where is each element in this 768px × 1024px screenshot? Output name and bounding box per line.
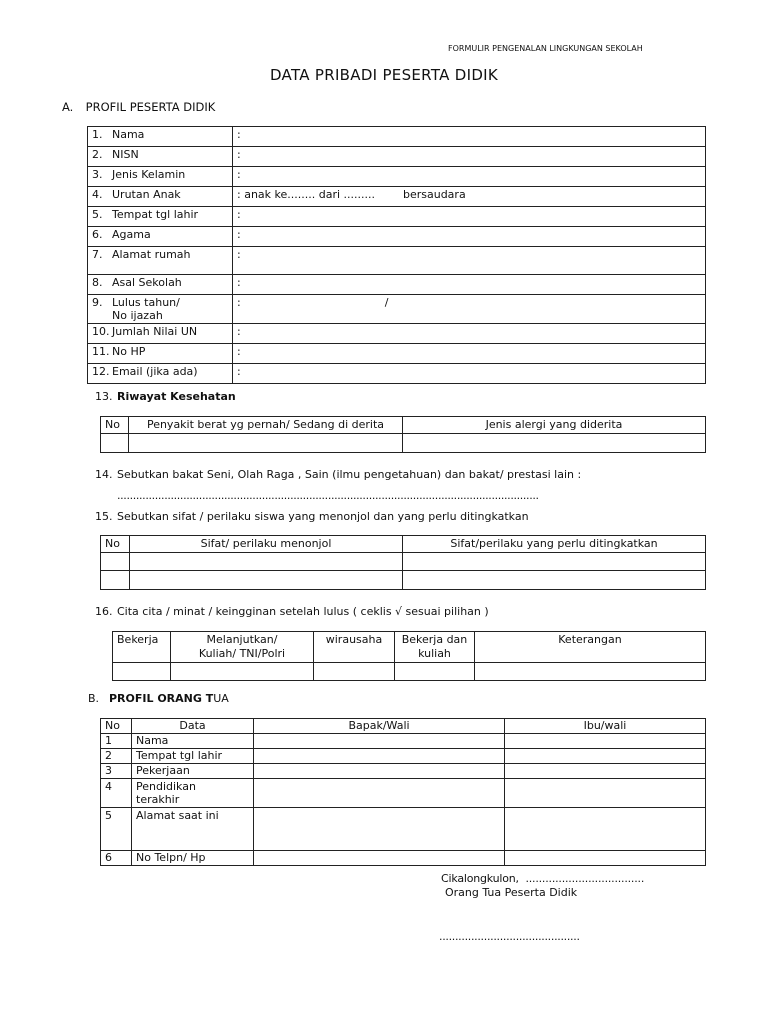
header-line: Melanjutkan/ bbox=[206, 633, 278, 646]
checkbox-cell[interactable] bbox=[171, 663, 314, 681]
table-header-row bbox=[101, 417, 706, 434]
field-label: Agama bbox=[112, 228, 151, 241]
parents-table bbox=[100, 718, 706, 866]
field-value: : bbox=[237, 148, 241, 161]
field-number: 11. bbox=[92, 345, 110, 358]
column-header: Penyakit berat yg pernah/ Sedang di derita bbox=[129, 417, 403, 434]
field-value-cell[interactable] bbox=[233, 364, 706, 384]
field-value: : bbox=[237, 168, 241, 181]
signature-place-date[interactable]: Cikalongkulon, .................................... bbox=[441, 872, 645, 885]
row-label: Tempat tgl lahir bbox=[132, 749, 254, 764]
table-cell[interactable] bbox=[130, 571, 403, 590]
field-value-cell[interactable] bbox=[233, 227, 706, 247]
table-cell[interactable] bbox=[101, 553, 130, 571]
field-label: Urutan Anak bbox=[112, 188, 181, 201]
column-header: Keterangan bbox=[475, 632, 706, 663]
health-table bbox=[100, 416, 706, 453]
question-number: 14. bbox=[95, 468, 113, 481]
question-text: Riwayat Kesehatan bbox=[117, 390, 236, 403]
field-label-cell bbox=[88, 187, 233, 207]
page-title: DATA PRIBADI PESERTA DIDIK bbox=[269, 66, 499, 84]
header-line: Bekerja dan bbox=[401, 633, 468, 646]
column-header: Jenis alergi yang diderita bbox=[403, 417, 706, 434]
field-number: 6. bbox=[92, 228, 103, 241]
row-number: 2 bbox=[101, 749, 132, 764]
field-value: : bbox=[237, 325, 241, 338]
table-cell[interactable] bbox=[505, 764, 706, 779]
table-cell[interactable] bbox=[505, 734, 706, 749]
column-header: No bbox=[101, 536, 130, 553]
field-label-cell bbox=[88, 227, 233, 247]
field-value: : bbox=[237, 296, 241, 309]
table-cell[interactable] bbox=[101, 571, 130, 590]
row-label: Pekerjaan bbox=[132, 764, 254, 779]
field-number: 4. bbox=[92, 188, 103, 201]
table-cell[interactable] bbox=[403, 434, 706, 453]
field-value-cell[interactable] bbox=[233, 147, 706, 167]
question-number: 15. bbox=[95, 510, 113, 523]
row-label: Alamat saat ini bbox=[132, 808, 254, 851]
table-row bbox=[101, 749, 706, 764]
field-value-cell[interactable] bbox=[233, 275, 706, 295]
row-number: 4 bbox=[101, 779, 132, 808]
table-cell[interactable] bbox=[505, 779, 706, 808]
field-value: : bbox=[237, 228, 241, 241]
field-label: Jenis Kelamin bbox=[112, 168, 186, 181]
table-cell[interactable] bbox=[505, 808, 706, 851]
table-cell[interactable] bbox=[254, 764, 505, 779]
field-label: No HP bbox=[112, 345, 146, 358]
table-row bbox=[101, 808, 706, 851]
question-14 bbox=[95, 468, 581, 481]
table-row bbox=[101, 764, 706, 779]
table-row bbox=[88, 227, 706, 247]
column-header: Ibu/wali bbox=[505, 719, 706, 734]
field-value: : bbox=[237, 276, 241, 289]
table-row bbox=[101, 571, 706, 590]
table-cell[interactable] bbox=[403, 571, 706, 590]
field-label: Lulus tahun/ bbox=[112, 296, 180, 309]
question-text: Sebutkan sifat / perilaku siswa yang menonjol dan yang perlu ditingkatkan bbox=[117, 510, 529, 523]
table-cell[interactable] bbox=[475, 663, 706, 681]
field-value: : bbox=[237, 248, 241, 261]
row-label-line: Pendidikan bbox=[136, 780, 196, 793]
question-number: 13. bbox=[95, 390, 113, 403]
field-label: Alamat rumah bbox=[112, 248, 191, 261]
table-row bbox=[88, 344, 706, 364]
row-number: 1 bbox=[101, 734, 132, 749]
table-row bbox=[88, 127, 706, 147]
row-label: Nama bbox=[132, 734, 254, 749]
field-label-cell bbox=[88, 364, 233, 384]
answer-dots[interactable]: ...................................................................................................................................... bbox=[117, 489, 539, 502]
field-value-cell[interactable] bbox=[233, 344, 706, 364]
field-label: Jumlah Nilai UN bbox=[112, 325, 198, 338]
field-label: Tempat tgl lahir bbox=[112, 208, 199, 221]
table-cell[interactable] bbox=[505, 749, 706, 764]
table-row bbox=[88, 295, 706, 324]
field-number: 2. bbox=[92, 148, 103, 161]
question-16 bbox=[95, 605, 489, 618]
row-label: No Telpn/ Hp bbox=[132, 851, 254, 866]
table-row bbox=[113, 663, 706, 681]
field-value-cell[interactable] bbox=[233, 247, 706, 275]
field-label-cell bbox=[88, 275, 233, 295]
section-a-title: PROFIL PESERTA DIDIK bbox=[85, 100, 216, 114]
behavior-table bbox=[100, 535, 706, 590]
field-value: : anak ke........ dari ......... bersaudara bbox=[237, 188, 466, 201]
table-cell[interactable] bbox=[101, 434, 129, 453]
field-label-cell bbox=[88, 344, 233, 364]
table-row bbox=[88, 324, 706, 344]
table-row bbox=[101, 851, 706, 866]
field-label-cell bbox=[88, 147, 233, 167]
table-header-row bbox=[101, 719, 706, 734]
question-13 bbox=[95, 390, 236, 403]
section-a-heading bbox=[62, 100, 215, 114]
table-cell[interactable] bbox=[254, 851, 505, 866]
field-label-cell bbox=[88, 324, 233, 344]
header-line: Kuliah/ TNI/Polri bbox=[198, 647, 286, 660]
section-b-heading bbox=[88, 692, 229, 705]
field-value-cell[interactable] bbox=[233, 295, 706, 324]
table-row bbox=[88, 147, 706, 167]
field-value: : bbox=[237, 128, 241, 141]
field-number: 8. bbox=[92, 276, 103, 289]
column-header: wirausaha bbox=[314, 632, 395, 663]
field-number: 1. bbox=[92, 128, 103, 141]
section-b-title-rest: UA bbox=[213, 692, 229, 705]
field-label: NISN bbox=[112, 148, 139, 161]
checkbox-cell[interactable] bbox=[113, 663, 171, 681]
section-a-label: A. bbox=[62, 100, 74, 114]
field-number: 3. bbox=[92, 168, 103, 181]
field-label-cell bbox=[88, 207, 233, 227]
checkbox-cell[interactable] bbox=[314, 663, 395, 681]
field-value-cell[interactable] bbox=[233, 167, 706, 187]
field-value: : bbox=[237, 345, 241, 358]
row-number: 3 bbox=[101, 764, 132, 779]
row-number: 5 bbox=[101, 808, 132, 851]
field-label-cell bbox=[88, 247, 233, 275]
checkbox-cell[interactable] bbox=[395, 663, 475, 681]
column-header bbox=[395, 632, 475, 663]
field-label: Nama bbox=[112, 128, 145, 141]
table-cell[interactable] bbox=[403, 553, 706, 571]
field-label: Email (jika ada) bbox=[112, 365, 198, 378]
question-text: Sebutkan bakat Seni, Olah Raga , Sain (ilmu pengetahuan) dan bakat/ prestasi lain : bbox=[117, 468, 582, 481]
section-b-label: B. bbox=[88, 692, 100, 705]
table-row bbox=[88, 207, 706, 227]
profile-table bbox=[87, 126, 706, 384]
header-line: kuliah bbox=[418, 647, 451, 660]
table-row bbox=[101, 553, 706, 571]
table-header-row bbox=[113, 632, 706, 663]
table-row bbox=[88, 187, 706, 207]
table-row bbox=[88, 275, 706, 295]
form-label: FORMULIR PENGENALAN LINGKUNGAN SEKOLAH bbox=[448, 44, 643, 53]
column-header: Bapak/Wali bbox=[254, 719, 505, 734]
field-value-cell[interactable] bbox=[233, 187, 706, 207]
field-number: 10. bbox=[92, 325, 110, 338]
row-label-line: terakhir bbox=[136, 793, 180, 806]
question-15 bbox=[95, 510, 529, 523]
column-header: Data bbox=[132, 719, 254, 734]
field-number: 9. bbox=[92, 296, 103, 309]
table-row bbox=[88, 247, 706, 275]
field-label-cell bbox=[88, 167, 233, 187]
field-value-cell[interactable] bbox=[233, 207, 706, 227]
table-header-row bbox=[101, 536, 706, 553]
row-number: 6 bbox=[101, 851, 132, 866]
table-row bbox=[88, 167, 706, 187]
field-label-cell bbox=[88, 295, 233, 324]
table-cell[interactable] bbox=[254, 749, 505, 764]
question-text: Cita cita / minat / keingginan setelah lulus ( ceklis √ sesuai pilihan ) bbox=[117, 605, 489, 618]
field-value: : bbox=[237, 208, 241, 221]
field-value-cell[interactable] bbox=[233, 324, 706, 344]
table-cell[interactable] bbox=[254, 734, 505, 749]
table-cell[interactable] bbox=[129, 434, 403, 453]
table-row bbox=[88, 364, 706, 384]
table-cell[interactable] bbox=[254, 808, 505, 851]
table-cell[interactable] bbox=[254, 779, 505, 808]
row-label bbox=[132, 779, 254, 808]
field-value-separator: / bbox=[384, 296, 389, 309]
signature-line[interactable]: ............................................ bbox=[439, 930, 580, 943]
column-header: Sifat/ perilaku menonjol bbox=[130, 536, 403, 553]
table-cell[interactable] bbox=[130, 553, 403, 571]
field-value-cell[interactable] bbox=[233, 127, 706, 147]
table-cell[interactable] bbox=[505, 851, 706, 866]
column-header: No bbox=[101, 719, 132, 734]
field-label-line2: No ijazah bbox=[112, 309, 163, 322]
column-header: Bekerja bbox=[113, 632, 171, 663]
column-header: Sifat/perilaku yang perlu ditingkatkan bbox=[403, 536, 706, 553]
signature-role: Orang Tua Peserta Didik bbox=[445, 886, 578, 899]
question-number: 16. bbox=[95, 605, 113, 618]
column-header bbox=[171, 632, 314, 663]
field-value: : bbox=[237, 365, 241, 378]
field-label-cell bbox=[88, 127, 233, 147]
field-number: 12. bbox=[92, 365, 110, 378]
section-b-title: PROFIL ORANG T bbox=[109, 692, 214, 705]
table-row bbox=[101, 779, 706, 808]
table-row bbox=[101, 434, 706, 453]
table-row bbox=[101, 734, 706, 749]
aspiration-table bbox=[112, 631, 706, 681]
field-number: 5. bbox=[92, 208, 103, 221]
field-number: 7. bbox=[92, 248, 103, 261]
column-header: No bbox=[101, 417, 129, 434]
field-label: Asal Sekolah bbox=[112, 276, 182, 289]
